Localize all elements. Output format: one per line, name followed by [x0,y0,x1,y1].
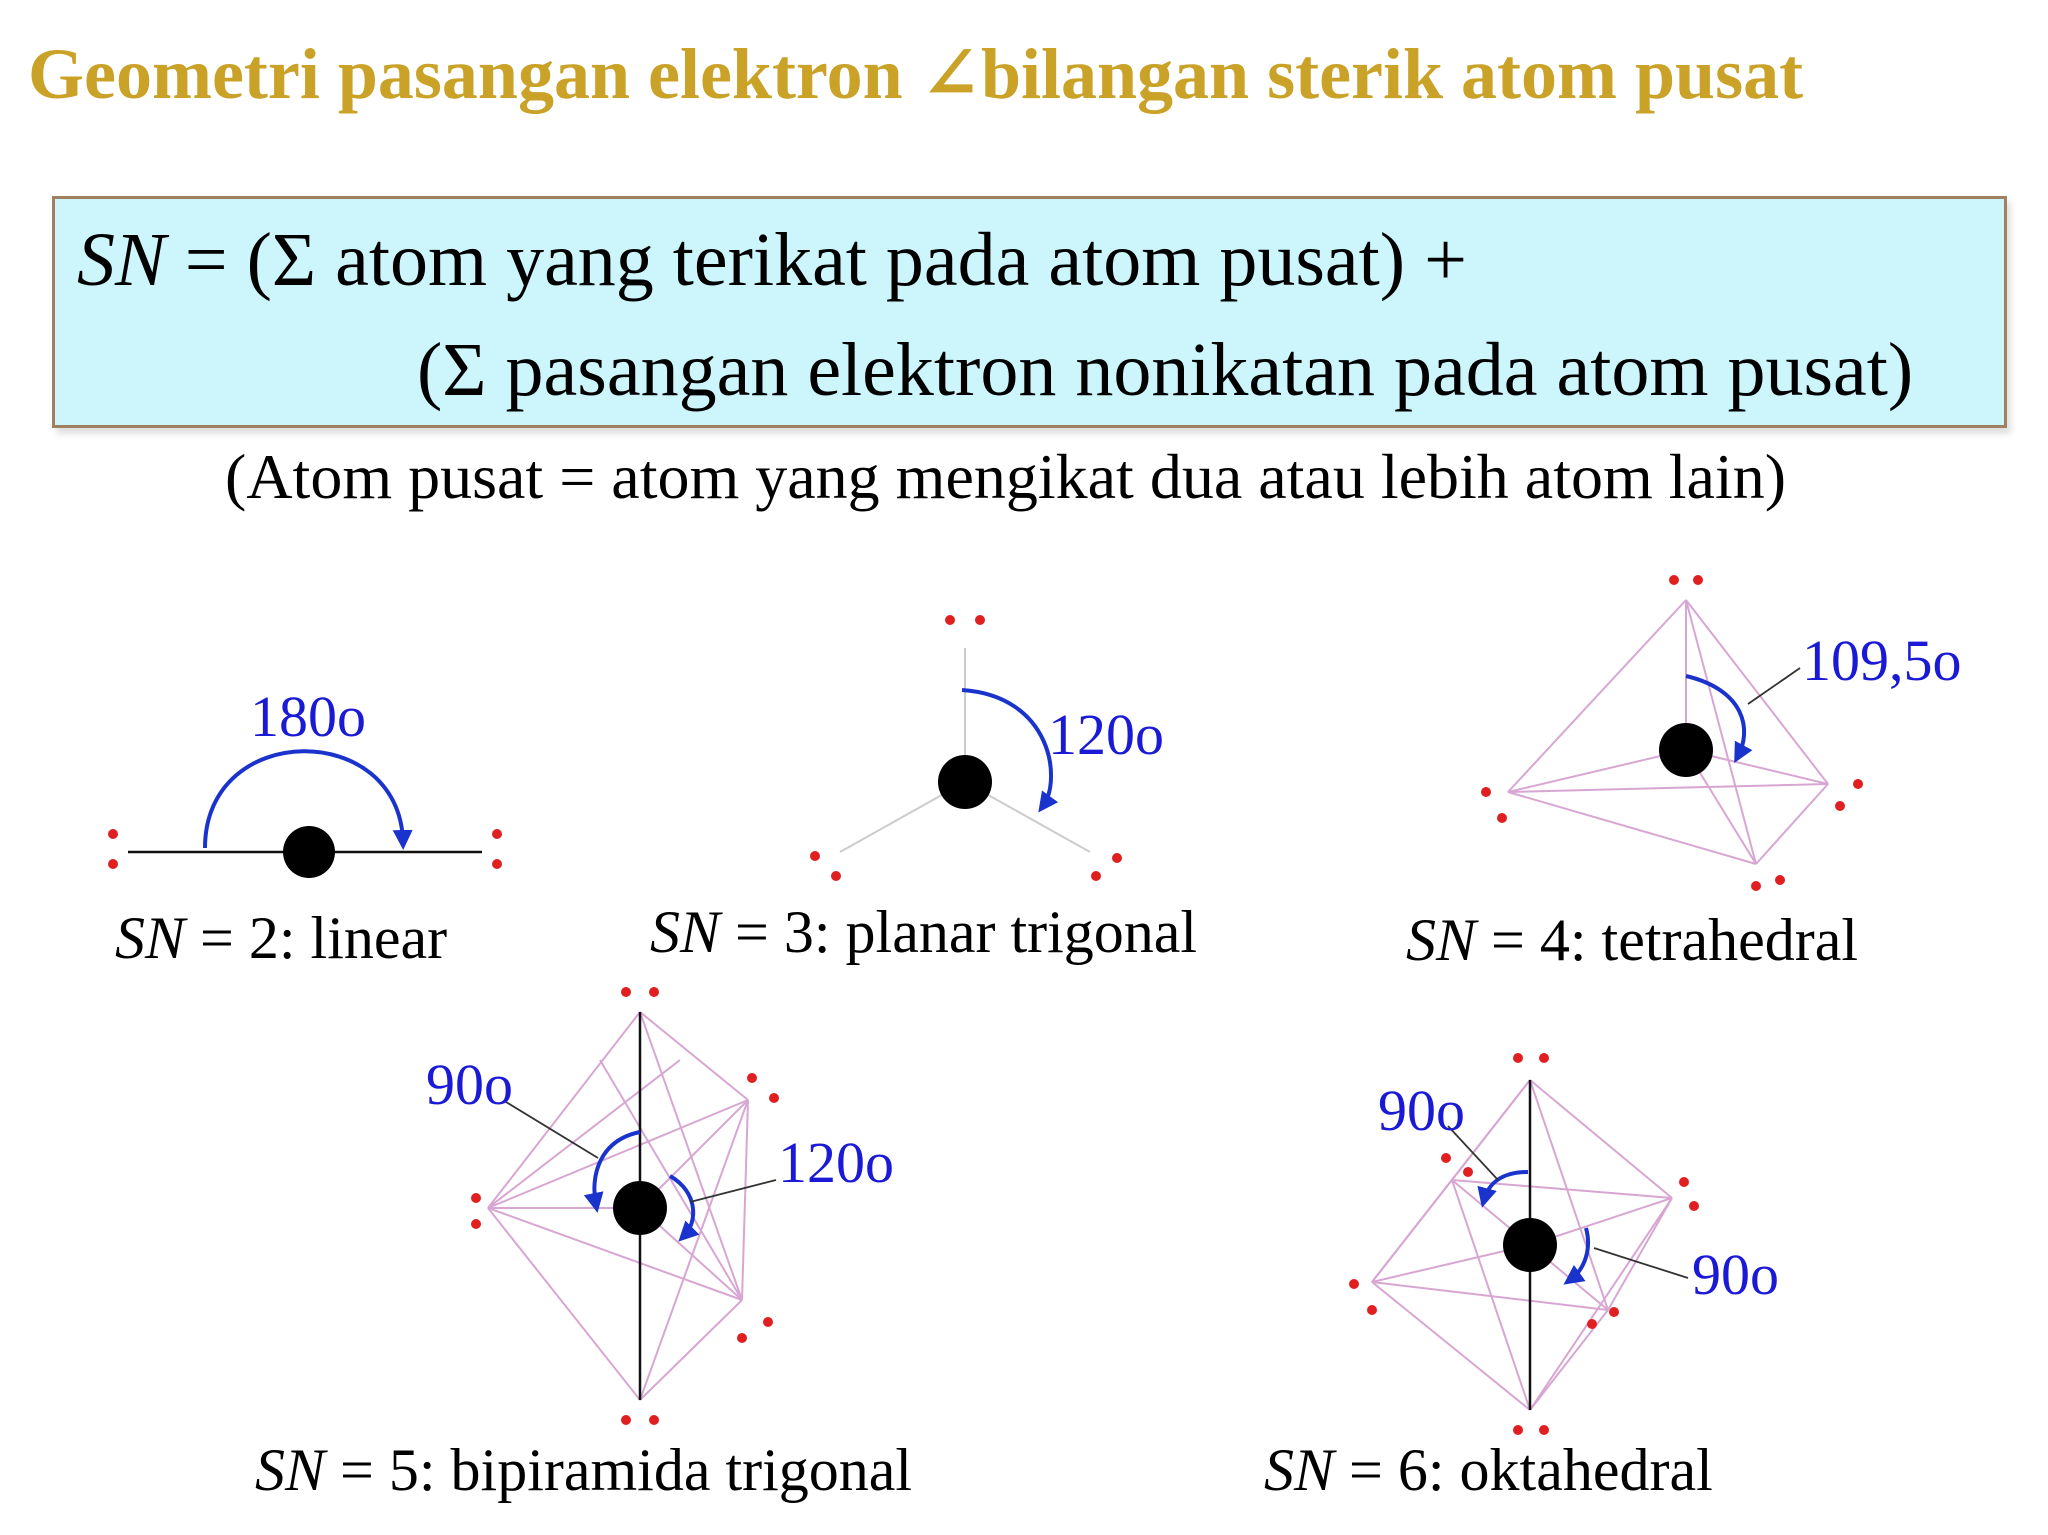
bipyramid-axial-angle-label: 90o [426,1052,513,1117]
tetrahedral-central-atom [1659,723,1713,777]
tetrahedral-lone-pair-right [1835,779,1863,811]
linear-caption: SN = 2: linear [115,905,448,971]
trigonal-lone-pair-right [1091,853,1122,881]
linear-lone-pair-left [108,829,118,869]
formula-line-2: (Σ pasangan elektron nonikatan pada atom pusat) [417,328,1914,412]
bipyramid-lone-pair-bottom [621,1415,659,1425]
trigonal-bipyramidal-geometry [255,987,912,1503]
formula-line-1-text: = (Σ atom yang terikat pada atom pusat) + [165,218,1467,302]
octahedron-caption: SN = 6: oktahedral [1264,1437,1713,1503]
octahedron-central-atom [1503,1218,1557,1272]
octahedron-lone-pair-bottom [1513,1425,1549,1435]
tetrahedral-lone-pair-bottom [1751,875,1785,891]
trigonal-lone-pair-top [945,615,985,625]
tetrahedral-lone-pair-top [1669,575,1703,585]
slide-title: Geometri pasangan elektron ∠bilangan sterik atom pusat [28,34,1804,114]
tetrahedral-angle-label: 109,5o [1802,628,1962,693]
bipyramid-lone-pair-upper-right [747,1073,779,1103]
octahedron-lower-angle-arrow [1570,1228,1588,1280]
bipyramid-equatorial-angle-label: 120o [778,1130,894,1195]
linear-angle-label: 180o [250,684,366,749]
octahedron-upper-angle-label: 90o [1378,1078,1465,1143]
bipyramid-lone-pair-top [621,987,659,997]
formula-sn-symbol: SN [77,218,166,302]
bipyramid-caption: SN = 5: bipiramida trigonal [255,1437,913,1503]
trigonal-planar-geometry [650,615,1197,965]
linear-geometry [108,684,502,971]
bipyramid-axial-angle-leader [506,1102,598,1158]
bipyramid-central-atom [613,1181,667,1235]
trigonal-angle-label: 120o [1048,702,1164,767]
octahedron-lone-pair-right [1679,1177,1699,1211]
octahedron-lone-pair-left [1349,1279,1377,1315]
central-atom-note: (Atom pusat = atom yang mengikat dua atau lebih atom lain) [225,441,1787,512]
tetrahedral-angle-leader [1748,668,1800,704]
octahedron-lone-pair-top [1513,1053,1549,1063]
trigonal-lone-pair-left [810,851,841,881]
linear-lone-pair-right [492,829,502,869]
tetrahedral-lone-pair-left [1481,787,1507,823]
bipyramid-lone-pair-lower-right [737,1317,773,1343]
octahedron-lower-angle-label: 90o [1692,1242,1779,1307]
octahedral-geometry [1264,1053,1779,1503]
tetrahedral-geometry [1406,575,1962,973]
trigonal-central-atom [938,755,992,809]
tetrahedral-caption: SN = 4: tetrahedral [1406,907,1859,973]
bipyramid-lone-pair-left [471,1193,481,1229]
linear-central-atom [283,826,335,878]
trigonal-caption: SN = 3: planar trigonal [650,899,1198,965]
